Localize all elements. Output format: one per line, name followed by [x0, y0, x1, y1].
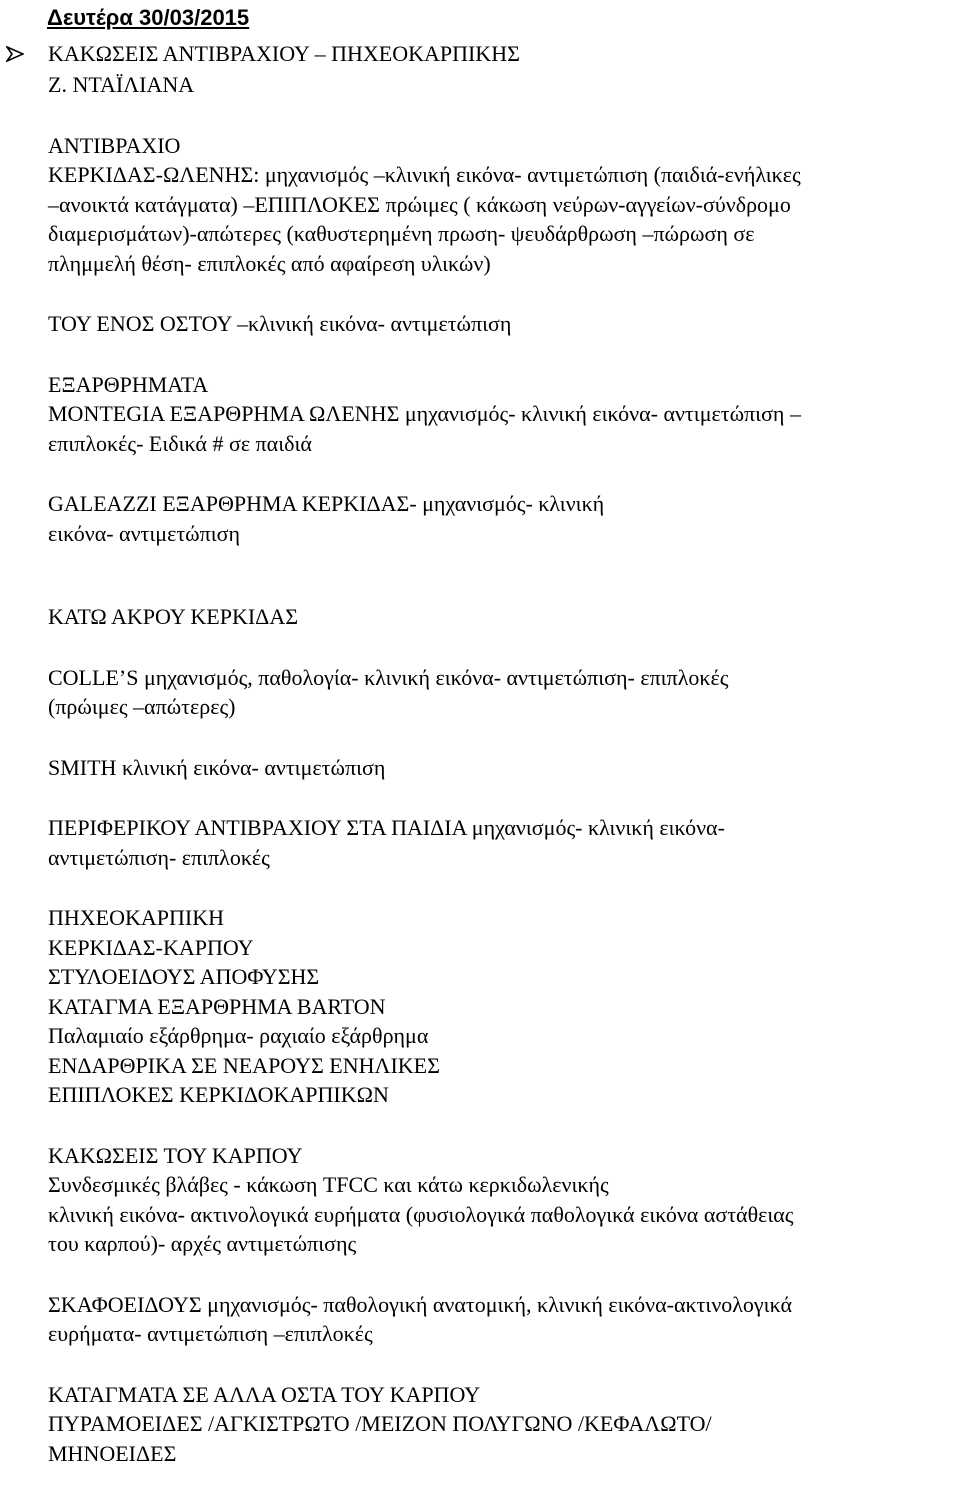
text-line: πλημμελή θέση- επιπλοκές από αφαίρεση υλικών) [48, 250, 491, 276]
text-line: ευρήματα- αντιμετώπιση –επιπλοκές [48, 1321, 373, 1346]
section-heading: ΚΑΚΩΣΕΙΣ ΤΟΥ ΚΑΡΠΟΥ [48, 1142, 303, 1168]
text-line: του καρπού)- αρχές αντιμετώπισης [48, 1231, 357, 1256]
date-heading: Δευτέρα 30/03/2015 [47, 5, 250, 30]
document-body [48, 70, 958, 1468]
text-line: ΚΑΤΑΓΜΑ ΕΞΑΡΘΡΗΜΑ BARTON [48, 993, 386, 1019]
lecturer-name: Ζ. ΝΤΑΪΛΙΑΝΑ [48, 72, 195, 97]
text-line: αντιμετώπιση- επιπλοκές [48, 844, 270, 870]
section-heading: ΕΞΑΡΘΡΗΜΑΤΑ [48, 371, 209, 397]
text-line: –ανοικτά κατάγματα) –ΕΠΙΠΛΟΚΕΣ πρώιμες ( κάκωση νεύρων-αγγείων-σύνδρομο [48, 191, 791, 217]
text-line: ΜΗΝΟΕΙΔΕΣ [48, 1440, 177, 1466]
text-line: SMITH κλινική εικόνα- αντιμετώπιση [48, 754, 386, 780]
section-heading: ΑΝΤΙΒΡΑΧΙΟ [48, 132, 181, 158]
section-heading: ΚΑΤΩ ΑΚΡΟΥ ΚΕΡΚΙΔΑΣ [48, 604, 299, 629]
text-line: κλινική εικόνα- ακτινολογικά ευρήματα (φυσιολογικά παθολογικά εικόνα αστάθειας [48, 1201, 794, 1227]
text-line: ΤΟΥ ΕΝΟΣ ΟΣΤΟΥ –κλινική εικόνα- αντιμετώπιση [48, 311, 512, 336]
text-line: ΠΥΡΑΜΟΕΙΔΕΣ /ΑΓΚΙΣΤΡΩΤΟ /ΜΕΙΖΟΝ ΠΟΛΥΓΩΝΟ /ΚΕΦΑΛΩΤΟ/ [48, 1411, 712, 1436]
text-line: διαμερισμάτων)-απώτερες (καθυστερημένη πρωση- ψευδάρθρωση –πώρωση σε [48, 221, 755, 246]
text-line: (πρώιμες –απώτερες) [48, 694, 236, 719]
text-line: ΕΝΔΑΡΘΡΙΚΑ ΣΕ ΝΕΑΡΟΥΣ ΕΝΗΛΙΚΕΣ [48, 1052, 440, 1078]
text-line: επιπλοκές- Ειδικά # σε παιδιά [48, 430, 312, 456]
text-line: MONTEGIA ΕΞΑΡΘΡΗΜΑ ΩΛΕΝΗΣ μηχανισμός- κλινική εικόνα- αντιμετώπιση – [48, 401, 801, 426]
topic-title: ΚΑΚΩΣΕΙΣ ΑΝΤΙΒΡΑΧΙΟΥ – ΠΗΧΕΟΚΑΡΠΙΚΗΣ [48, 41, 520, 66]
text-line: ΚΕΡΚΙΔΑΣ-ΚΑΡΠΟΥ [48, 934, 254, 960]
arrow-bullet-icon [6, 46, 24, 62]
section-heading: ΠΗΧΕΟΚΑΡΠΙΚΗ [48, 905, 224, 930]
text-line: ΣΚΑΦΟΕΙΔΟΥΣ μηχανισμός- παθολογική ανατομική, κλινική εικόνα-ακτινολογικά [48, 1291, 792, 1317]
text-line: ΠΕΡΙΦΕΡΙΚΟΥ ΑΝΤΙΒΡΑΧΙΟΥ ΣΤΑ ΠΑΙΔΙΑ μηχανισμός- κλινική εικόνα- [48, 815, 725, 840]
text-line: ΣΤΥΛΟΕΙΔΟΥΣ ΑΠΟΦΥΣΗΣ [48, 964, 320, 989]
section-heading: ΚΑΤΑΓΜΑΤΑ ΣΕ ΑΛΛΑ ΟΣΤΑ ΤΟΥ ΚΑΡΠΟΥ [48, 1381, 481, 1407]
text-line: Παλαμιαίο εξάρθρημα- ραχιαίο εξάρθρημα [48, 1023, 429, 1048]
text-line: εικόνα- αντιμετώπιση [48, 520, 241, 546]
text-line: GALEAZZI ΕΞΑΡΘΡΗΜΑ ΚΕΡΚΙΔΑΣ- μηχανισμός- κλινική [48, 491, 605, 516]
text-line: ΕΠΙΠΛΟΚΕΣ ΚΕΡΚΙΔΟΚΑΡΠΙΚΩΝ [48, 1082, 389, 1107]
text-line: ΚΕΡΚΙΔΑΣ-ΩΛΕΝΗΣ: μηχανισμός –κλινική εικόνα- αντιμετώπιση (παιδιά-ενήλικες [48, 162, 801, 187]
text-line: Συνδεσμικές βλάβες - κάκωση TFCC και κάτω κερκιδωλενικής [48, 1172, 609, 1197]
text-line: COLLE’S μηχανισμός, παθολογία- κλινική εικόνα- αντιμετώπιση- επιπλοκές [48, 664, 729, 690]
